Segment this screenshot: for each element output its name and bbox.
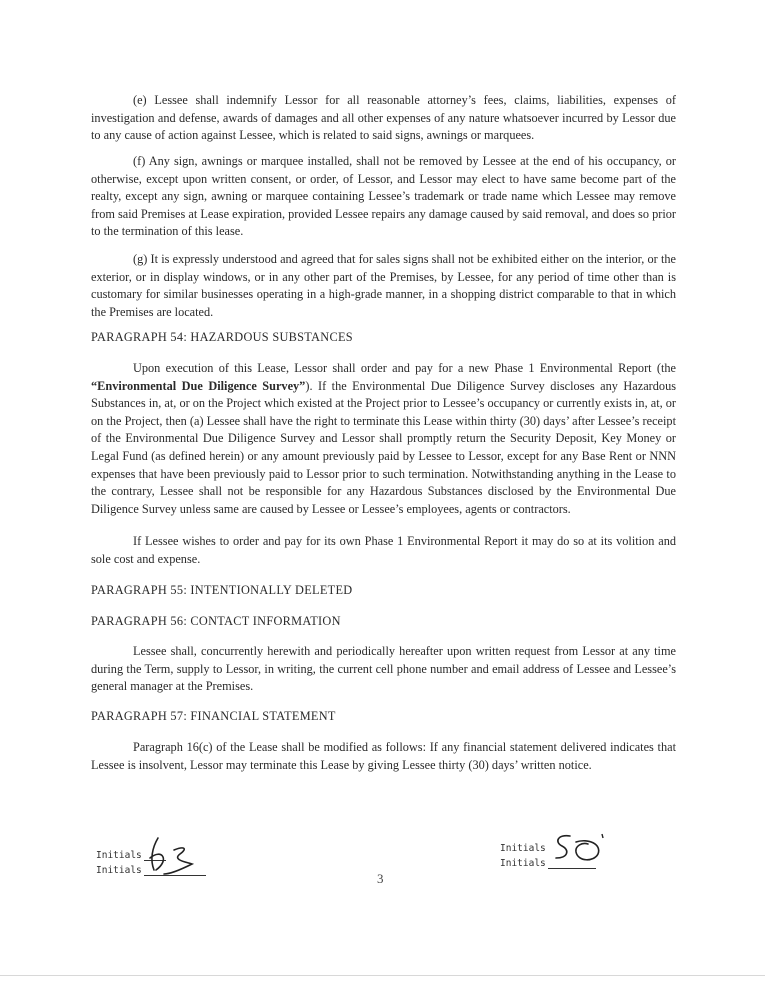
paragraph-f: (f) Any sign, awnings or marquee installed, shall not be removed by Lessee at the end of his occupancy, or otherwise, except upon written consent, or order, of Lessor, and Lessor may elect to have same become part of the realty, except any sign, awning or marquee containing Lessee’s trademark or trade name which Lessee may remove from said Premises at Lease expiration, provided Lessee repairs any damage caused by said removal, and does so prior to the termination of this lease.	[91, 154, 676, 239]
initials-label: Initials	[500, 858, 546, 869]
paragraph-e: (e) Lessee shall indemnify Lessor for all reasonable attorney’s fees, claims, liabilities, expenses of investigation and defense, awards of damages and all other expenses of any nature whatsoever incurred by Lessor due to any cause of action against Lessee, which is related to said signs, awnings or marquees.	[91, 93, 676, 143]
page-number: 3	[377, 871, 384, 886]
initials-label: Initials	[500, 843, 546, 854]
initials-line	[548, 868, 596, 869]
heading-paragraph-57: PARAGRAPH 57: FINANCIAL STATEMENT	[91, 709, 336, 723]
heading-paragraph-56: PARAGRAPH 56: CONTACT INFORMATION	[91, 614, 341, 628]
p54-intro: Upon execution of this Lease, Lessor shall order and pay for a new Phase 1 Environmental Report (the	[133, 361, 676, 375]
scan-edge-line	[0, 975, 765, 976]
initials-label: Initials	[96, 865, 142, 876]
paragraph-g: (g) It is expressly understood and agreed that for sales signs shall not be exhibited either on the interior, or the exterior, or in display windows, or in any other part of the Premises, by Lessee, for any period of time other than is customary for similar businesses operating in a high-grade manner, in a shopping district comparable to that in which the Premises are located.	[91, 252, 676, 319]
initials-signature-right	[548, 828, 610, 868]
initials-label: Initials	[96, 850, 142, 861]
heading-paragraph-55: PARAGRAPH 55: INTENTIONALLY DELETED	[91, 583, 353, 597]
p54-rest: ). If the Environmental Due Diligence Survey discloses any Hazardous Substances in, at, or on the Project which existed at the Project prior to Lessee’s occupancy or currently exists in, at, or on the Project, then (a) Lessee shall have the right to terminate this Lease within thirty (30) days’ after Lessee’s receipt of the Environmental Due Diligence Survey and Lessor shall promptly return the Security Deposit, Key Money or Legal Fund (as defined herein) or any amount previously paid by Lessee to Lessor, except for any Base Rent or NNN expenses that have been previously paid to Lessor prior to such termination. Notwithstanding anything in the Lease to the contrary, Lessee shall not be responsible for any Hazardous Substances disclosed by the Environmental Due Diligence Survey unless same are caused by Lessee or Lessee’s employees, agents or contractors.	[91, 378, 677, 516]
paragraph-56-body: Lessee shall, concurrently herewith and periodically hereafter upon written request from Lessor at any time during the Term, supply to Lessor, in writing, the current cell phone number and email address of Lessee and Lessee’s general manager at the Premises.	[91, 644, 676, 694]
heading-paragraph-54: PARAGRAPH 54: HAZARDOUS SUBSTANCES	[91, 330, 353, 344]
paragraph-54-body	[91, 360, 676, 518]
paragraph-54-second: If Lessee wishes to order and pay for its own Phase 1 Environmental Report it may do so at its volition and sole cost and expense.	[91, 534, 676, 566]
p54-defined-term: “Environmental Due Diligence Survey”	[91, 378, 306, 393]
initials-signature-left	[140, 830, 210, 880]
paragraph-57-body: Paragraph 16(c) of the Lease shall be modified as follows: If any financial statement delivered indicates that Lessee is insolvent, Lessor may terminate this Lease by giving Lessee thirty (30) days’ written notice.	[91, 740, 676, 772]
